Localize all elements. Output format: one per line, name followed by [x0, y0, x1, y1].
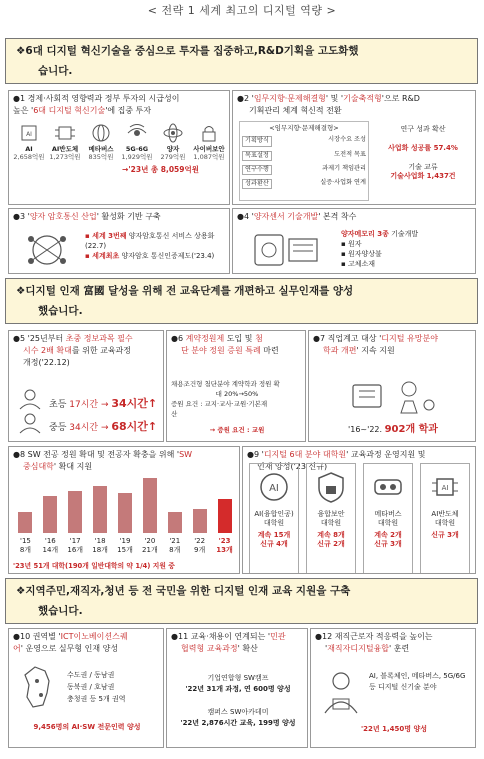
card-count: 계속 8개: [317, 531, 345, 539]
box-graduate-schools: [242, 446, 476, 574]
box12-t2-post: ' 훈련: [389, 644, 410, 653]
section2-headline-line1: ❖디지털 인재 富國 달성을 위해 전 교육단계를 개편하고 실무인재를 양성: [16, 285, 354, 297]
lock-icon: [197, 122, 221, 144]
quantum-memory-item: ▪ 원자: [341, 240, 362, 248]
box11-t-pre: ●11 교육·채용이 연계되는 ': [171, 632, 271, 641]
robot-arm-icon: [349, 375, 439, 417]
box-quantum-sensor: [232, 208, 476, 274]
box3-t-red: 양자 암호통신 산업: [29, 212, 97, 221]
box6-t-red: 계약정원제: [185, 334, 225, 343]
box1-title-pre: 높은 ': [13, 106, 34, 115]
region-list: [67, 669, 125, 705]
tech-item-2: [83, 122, 119, 162]
section2-headline: [5, 278, 478, 324]
students-icon: [15, 387, 45, 437]
bar-y20: [143, 478, 157, 533]
box8-t-red: SW: [179, 450, 193, 459]
box12-t1: ●12 재직근로자 적응력을 높이는: [315, 632, 433, 641]
box10-t2-red: 어: [13, 644, 21, 653]
box1-title-red: 6대 디지털 혁신기술: [33, 106, 106, 115]
flow-left-item: 연구수행: [242, 165, 272, 175]
quantum-icon: [161, 122, 185, 144]
svg-text:AI: AI: [26, 131, 32, 138]
box1-summary: →'23년 총 8,059억원: [122, 164, 199, 174]
tech-item-5: [191, 122, 227, 162]
card-count: 신규 3개: [431, 531, 459, 539]
card-count: 계속 2개: [374, 531, 402, 539]
tech-amount: 1,929억원: [121, 153, 153, 162]
tech-amount: 1,273억원: [49, 153, 81, 162]
bar-label: '20 21개: [142, 537, 158, 554]
card-name-suffix: 대학원: [320, 519, 342, 527]
box6-t-pre: ●6: [171, 334, 186, 343]
bar-label: '21 8개: [169, 537, 181, 554]
flow-header: <임무지향·문제해결형>: [269, 124, 339, 132]
flow-right-item: 실증·사업화 연계: [320, 178, 366, 186]
bar-y22: [193, 509, 207, 533]
graduate-school-card: [249, 463, 299, 574]
row1-to: 34시간↑: [111, 397, 158, 410]
flow-row: [242, 136, 366, 146]
box-investment: [8, 90, 230, 205]
box2-t-red1: 임무지향·문제해결형: [253, 94, 326, 103]
shield-lock-icon: [314, 470, 348, 504]
ai-brain-icon: [257, 470, 291, 504]
flow-row: [242, 179, 366, 189]
region-item: 동북권 / 호남권: [67, 683, 115, 691]
flow-left-item: 성과환산: [242, 179, 272, 189]
result-title: 연구 성과 확산: [400, 125, 446, 133]
tech-label: AI반도체: [51, 145, 79, 153]
card-count-new: 신규 4개: [260, 540, 288, 548]
box7-t2-post: ' 지속 지원: [356, 346, 395, 355]
row2-pre: 중등: [49, 423, 70, 433]
box7-r-pre: '16~'22.: [348, 425, 385, 434]
box5-title: [9, 331, 163, 371]
box3-item1-red: ▪ 세계 3번째: [85, 232, 127, 240]
box11-i2-body: '22년 2,876시간 교육, 199명 양성: [180, 719, 296, 727]
box6-b1: 채용조건형 첨단분야 계약학과 정원 확: [171, 380, 280, 388]
box3-item1-text: 양자암호통신 서비스 상용화(22.7): [85, 232, 215, 250]
box11-i1-title: 기업연합형 SW캠프: [207, 674, 269, 682]
box10-result: 9,456명의 AI·SW 전문인력 양성: [33, 723, 141, 731]
flow-rows: [242, 136, 366, 188]
box10-t-red: ICT이노베이션스퀘: [60, 632, 128, 641]
box4-title: [233, 209, 475, 225]
card-count: 계속 15개: [257, 531, 291, 539]
tech-item-0: [11, 122, 47, 162]
card-name-suffix: 대학원: [377, 519, 399, 527]
bar-label: '16 14개: [42, 537, 59, 554]
box7-title: [309, 331, 475, 359]
box11-t-red: 민관: [270, 632, 286, 641]
box1-title: [9, 91, 229, 119]
box3-item2-red: ▪ 세계최초: [85, 252, 120, 260]
section3-headline-line1: ❖지역주민,재직자,청년 등 전 국민을 위한 디지털 인재 교육 지원을 구축: [16, 585, 351, 597]
box12-t2-red: 재직자디지털융합: [327, 644, 390, 653]
box1-title-l1: ●1 경제·사회적 영향력과 정부 투자의 시급성이: [13, 94, 180, 103]
box12-title: [311, 629, 475, 657]
tech-amount: 279억원: [160, 153, 186, 162]
graduate-school-card: [306, 463, 356, 574]
bar-y19: [118, 493, 132, 533]
box6-title: [167, 331, 305, 359]
box7-result: [309, 423, 476, 436]
box-vocational: [308, 330, 476, 442]
box7-t2-red: 학과 개편: [323, 346, 357, 355]
box2-t-mid: ' 및 ': [325, 94, 344, 103]
semiconductor-icon: [53, 122, 77, 144]
graduate-school-card: [363, 463, 413, 574]
section3-headline: [5, 578, 478, 624]
box5-t1-pre: ●5 '25년부터: [13, 334, 66, 343]
quantum-network-icon: [21, 231, 73, 269]
tech-amount: 2,658억원: [13, 153, 45, 162]
flow-left-item: 목표설정: [242, 151, 272, 161]
bar-label: '19 15개: [117, 537, 133, 554]
box2-t-pre: ●2 ': [237, 94, 254, 103]
box11-body: [171, 673, 305, 729]
section3-headline-line2: 했습니다.: [38, 605, 83, 617]
card-name: AI(융합인공): [254, 510, 294, 518]
section1-headline-line2: 습니다.: [38, 65, 73, 77]
flow-left-item: 기획방식: [242, 136, 272, 146]
result-commercialization: 사업화 성공률 57.4%: [388, 144, 458, 153]
box4-t-post: ' 본격 착수: [318, 212, 357, 221]
result-tech-exchange: 기술 교류: [408, 163, 438, 172]
row1-from: 17시간 →: [69, 400, 112, 410]
box-contract-quota: [166, 330, 306, 442]
bar-y16: [43, 496, 57, 533]
box12-items: AI, 블록체인, 메타버스, 5G/6G 등 디지털 신기술 분야: [369, 672, 466, 691]
box-ict-square: [8, 628, 164, 748]
box2-t-l2: 기획관리 체계 혁신적 전환: [249, 106, 342, 115]
box7-t-pre: ●7 직업계고 대상 ': [313, 334, 382, 343]
card-name: 융합보안: [317, 510, 345, 518]
tech-amount: 1,087억원: [193, 153, 225, 162]
box7-r-red: 902개 학과: [384, 424, 438, 435]
tech-label: AI: [25, 145, 33, 153]
tech-amount: 835억원: [88, 153, 114, 162]
flow-right-item: 과제기 책임관리: [322, 164, 366, 172]
box8-t2-post: ' 확대 지원: [53, 462, 93, 471]
card-count-new: 신규 2개: [317, 540, 345, 548]
tech-item-1: [47, 122, 83, 162]
vr-headset-icon: [371, 470, 405, 504]
box8-title: [9, 447, 239, 475]
box3-item2-text: 양자암호 통신인증제도('23.4): [119, 252, 215, 260]
graduate-school-card: [420, 463, 470, 574]
box4-head-text: 기술개발: [388, 230, 419, 238]
section1-headline-line1: ❖6대 디지털 혁신기술을 중심으로 투자를 집중하고,R&D기획을 고도화했: [16, 45, 359, 57]
quantum-sensor-icon: [251, 229, 321, 271]
box5-t2-post: 를 위한 교육과정: [71, 346, 132, 355]
box9-t-red: 디지털 6대 분야 대학원: [263, 450, 347, 459]
box-quantum-comm: [8, 208, 230, 274]
box8-t2-red: 중심대학: [23, 462, 54, 471]
tech-item-4: [155, 122, 191, 162]
card-name: 메타버스: [374, 510, 402, 518]
box11-title: [167, 629, 307, 657]
box2-t-red2: 기술축적형: [343, 94, 382, 103]
box5-hours: [49, 393, 157, 439]
tech-item-3: [119, 122, 155, 162]
box12-t2-pre: ': [325, 644, 328, 653]
box4-t-pre: ●4 ': [237, 212, 254, 221]
box6-body: [171, 379, 303, 435]
region-item: 충청권 등 5개 권역: [67, 695, 126, 703]
box-sw-university: [8, 446, 240, 574]
box2-title: [233, 91, 475, 119]
box5-t2-red: 시수 2배 확대: [23, 346, 72, 355]
ai-chip-icon: [17, 122, 41, 144]
box-curriculum: [8, 330, 164, 442]
tech-icon-grid: [9, 119, 229, 165]
box10-t2-post: ' 운영으로 실무형 인재 양성: [20, 644, 119, 653]
box5-t3: 개정('22.12): [23, 358, 70, 367]
box6-b4: 산: [171, 410, 178, 418]
row1-pre: 초등: [49, 400, 70, 410]
quantum-memory-item: ▪ 원자양상불: [341, 250, 382, 258]
box8-t-pre: ●8 SW 전공 정원 확대 및 전공자 확충을 위해 ': [13, 450, 180, 459]
card-name-suffix: 대학원: [434, 519, 456, 527]
bar-label: '17 16개: [67, 537, 84, 554]
row2-to: 68시간↑: [111, 420, 158, 433]
box-rnd-planning: [232, 90, 476, 205]
box11-t2-red: 협력형 교육과정: [181, 644, 238, 653]
bar-label: '15 8개: [19, 537, 32, 554]
box3-t-pre: ●3 ': [13, 212, 30, 221]
box11-t2-post: ' 확산: [237, 644, 258, 653]
box-public-private: [166, 628, 308, 748]
box3-t-post: ' 활성화 기반 구축: [96, 212, 161, 221]
flow-right-item: 도전적 목표: [334, 150, 366, 158]
bar-y15: [18, 512, 32, 533]
box6-t-mid: 도입 및: [224, 334, 256, 343]
worker-icon: [319, 669, 363, 719]
box6-t-red2: 첨: [255, 334, 263, 343]
tech-label: 사이버보안: [193, 145, 225, 153]
box6-result: → 증원 요건 : 교원: [209, 426, 265, 434]
box-worker-training: [310, 628, 476, 748]
box5-t1-red: 초중 정보과목 필수: [65, 334, 133, 343]
box6-t2-post: 마련: [260, 346, 279, 355]
mission-flow-diagram: [239, 121, 369, 201]
quantum-memory-item: ▪ 고체소재: [341, 260, 376, 268]
box1-title-post: '에 집중 투자: [105, 106, 152, 115]
bar-y18: [93, 486, 107, 533]
card-count-new: 신규 3개: [374, 540, 402, 548]
box8-footnote: '23년 51개 대학(190개 일반대학의 약 1/4) 지원 중: [13, 562, 175, 571]
flow-row: [242, 151, 366, 161]
box12-result: '22년 1,450명 양성: [361, 725, 427, 733]
svg-text:AI: AI: [269, 483, 279, 494]
box4-head-red: 양자메모리 3종: [341, 230, 389, 238]
box2-t-post: '으로 R&D: [381, 94, 420, 103]
box9-t2: 인재 양성('23 신규): [257, 462, 328, 471]
section1-headline: [5, 38, 478, 84]
box9-t-pre: ●9 ': [247, 450, 264, 459]
korea-map-icon: [21, 665, 55, 709]
box4-list: [341, 229, 473, 269]
box11-i2-title: 캠퍼스 SW아카데미: [207, 708, 269, 716]
box4-t-red: 양자센서 기술개발: [253, 212, 319, 221]
box11-i1-body: '22년 31개 과정, 연 600명 양성: [185, 685, 291, 693]
section2-headline-line2: 했습니다.: [38, 305, 83, 317]
card-name-suffix: 대학원: [263, 519, 285, 527]
box4-items: [341, 239, 473, 269]
metaverse-icon: [89, 122, 113, 144]
bar-label: '23 13개: [216, 537, 233, 554]
page-title: < 전략 1 세계 최고의 디지털 역량 >: [147, 4, 337, 17]
box6-b2: 대 20%→50%: [215, 390, 259, 398]
flow-right-item: 시장수요 조성: [328, 136, 366, 144]
tech-label: 양자: [166, 145, 180, 153]
box3-list: [85, 231, 225, 261]
box6-t2-red: 단 분야 정원 증원 특례: [181, 346, 261, 355]
row2-from: 34시간 →: [69, 423, 112, 433]
box9-t-post: ' 교육과정 운영지원 및: [346, 450, 426, 459]
svg-text:AI: AI: [441, 484, 449, 492]
bar-label: '18 18개: [92, 537, 108, 554]
tech-label: 5G·6G: [125, 145, 149, 153]
card-name: AI반도체: [431, 510, 459, 518]
box7-t-red: 디지털 유망분야: [381, 334, 438, 343]
sw-university-bar-chart: [13, 475, 237, 559]
network-icon: [125, 122, 149, 144]
flow-row: [242, 165, 366, 175]
bar-label: '22 9개: [194, 537, 206, 554]
rnd-results: [373, 125, 473, 181]
box10-title: [9, 629, 163, 657]
box10-t-pre: ●10 권역별 ': [13, 632, 61, 641]
box6-b3: 증원 요건 : 교지·교사·교원·기본재: [171, 400, 268, 408]
region-item: 수도권 / 동남권: [67, 671, 115, 679]
bar-y21: [168, 512, 182, 533]
bar-y23: [218, 499, 232, 533]
bar-y17: [68, 491, 82, 533]
chip-icon: [428, 470, 462, 504]
tech-label: 메타버스: [88, 145, 114, 153]
result-tech-commercial: 기술사업화 1,437건: [390, 172, 456, 181]
box3-title: [9, 209, 229, 225]
